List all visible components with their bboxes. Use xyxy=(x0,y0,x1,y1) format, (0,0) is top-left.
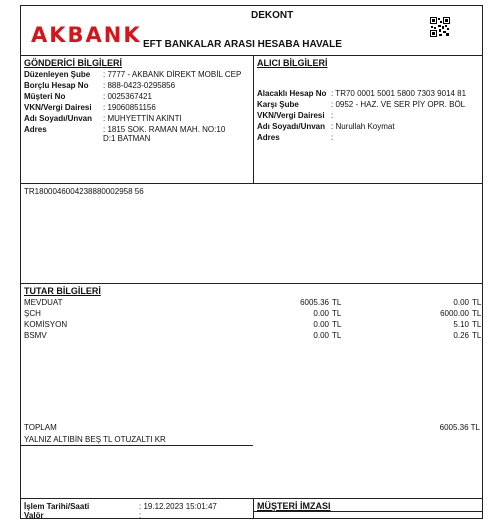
footer-divider xyxy=(21,498,482,499)
document-title: DEKONT xyxy=(251,10,294,21)
receiver-section-title: ALICI BİLGİLERİ xyxy=(257,58,328,68)
amount-row-currency2: TL xyxy=(472,331,482,340)
amount-row-currency1: TL xyxy=(332,320,342,329)
sender-label-address: Adres xyxy=(24,125,47,134)
sender-label-name: Adı Soyadı/Unvan xyxy=(24,114,93,123)
amount-row-value2: 6000.00 xyxy=(440,309,469,318)
amount-row-label: MEVDUAT xyxy=(24,298,63,307)
amount-row-value2: 5.10 xyxy=(453,320,469,329)
datetime-value: : 19.12.2023 15:01:47 xyxy=(139,502,217,511)
header-divider xyxy=(21,55,482,56)
receiver-value-address: : xyxy=(331,133,334,142)
receiver-value-name: : Nurullah Koymat xyxy=(331,122,395,131)
info-column-divider xyxy=(253,55,254,183)
total-value: 6005.36 TL xyxy=(439,423,480,432)
signature-title: MÜŞTERİ İMZASI xyxy=(257,501,331,511)
sender-label-account: Borçlu Hesap No xyxy=(24,81,89,90)
sender-section-title: GÖNDERİCİ BİLGİLERİ xyxy=(24,58,123,68)
receiver-label-branch: Karşı Şube xyxy=(257,100,299,109)
valor-value: : xyxy=(139,511,142,520)
amount-row-label: BSMV xyxy=(24,331,47,340)
receiver-label-name: Adı Soyadı/Unvan xyxy=(257,122,326,131)
amount-row-currency2: TL xyxy=(472,309,482,318)
amount-row-currency1: TL xyxy=(332,331,342,340)
amount-row-value1: 0.00 xyxy=(313,309,329,318)
amount-row-value1: 0.00 xyxy=(313,320,329,329)
receipt-document xyxy=(20,5,483,519)
sender-value-customer-no: : 0025367421 xyxy=(103,92,152,101)
reference-divider xyxy=(21,283,482,284)
sender-value-account: : 888-0423-0295856 xyxy=(103,81,176,90)
amount-row-value2: 0.26 xyxy=(453,331,469,340)
sender-label-customer-no: Müşteri No xyxy=(24,92,66,101)
amount-row-label: KOMİSYON xyxy=(24,320,68,329)
total-in-words: YALNIZ ALTIBİN BEŞ TL OTUZALTI KR xyxy=(24,435,166,444)
document-subtitle: EFT BANKALAR ARASI HESABA HAVALE xyxy=(143,39,342,50)
amount-row-value1: 0.00 xyxy=(313,331,329,340)
sender-value-name: : MUHYETTİN AKINTI xyxy=(103,114,182,123)
receiver-value-branch: : 0952 - HAZ. VE SER PİY OPR. BÖL xyxy=(331,100,466,109)
receiver-label-account: Alacaklı Hesap No xyxy=(257,89,327,98)
receiver-label-address: Adres xyxy=(257,133,280,142)
info-bottom-divider xyxy=(21,183,482,184)
amount-row-value2: 0.00 xyxy=(453,298,469,307)
valor-label: Valör xyxy=(24,511,44,520)
receiver-value-account: : TR70 0001 5001 5800 7303 9014 81 xyxy=(331,89,467,98)
amount-row-label: ŞCH xyxy=(24,309,41,318)
qr-code-icon xyxy=(430,17,450,37)
sender-label-tax: VKN/Vergi Dairesi xyxy=(24,103,92,112)
receiver-value-tax: : xyxy=(331,111,334,120)
amount-row-currency1: TL xyxy=(332,309,342,318)
amount-row-currency1: TL xyxy=(332,298,342,307)
total-label: TOPLAM xyxy=(24,423,57,432)
receiver-label-tax: VKN/Vergi Dairesi xyxy=(257,111,325,120)
sender-value-tax: : 19060851156 xyxy=(103,103,156,112)
sender-value-branch: : 7777 - AKBANK DİREKT MOBİL CEP xyxy=(103,70,242,79)
amount-row-value1: 6005.36 xyxy=(300,298,329,307)
signature-divider xyxy=(254,511,482,512)
reference-number: TR1800046004238880002958 56 xyxy=(24,187,144,196)
akbank-logo: AKBANK xyxy=(31,23,142,47)
amount-row-currency2: TL xyxy=(472,298,482,307)
amounts-section-title: TUTAR BİLGİLERİ xyxy=(24,286,101,296)
sender-value-address: : 1815 SOK. RAMAN MAH. NO:10 D:1 BATMAN xyxy=(103,125,226,143)
footer-column-divider xyxy=(253,498,254,519)
total-words-underline xyxy=(21,445,253,446)
datetime-label: İşlem Tarihi/Saati xyxy=(24,502,90,511)
amount-row-currency2: TL xyxy=(472,320,482,329)
sender-label-branch: Düzenleyen Şube xyxy=(24,70,91,79)
